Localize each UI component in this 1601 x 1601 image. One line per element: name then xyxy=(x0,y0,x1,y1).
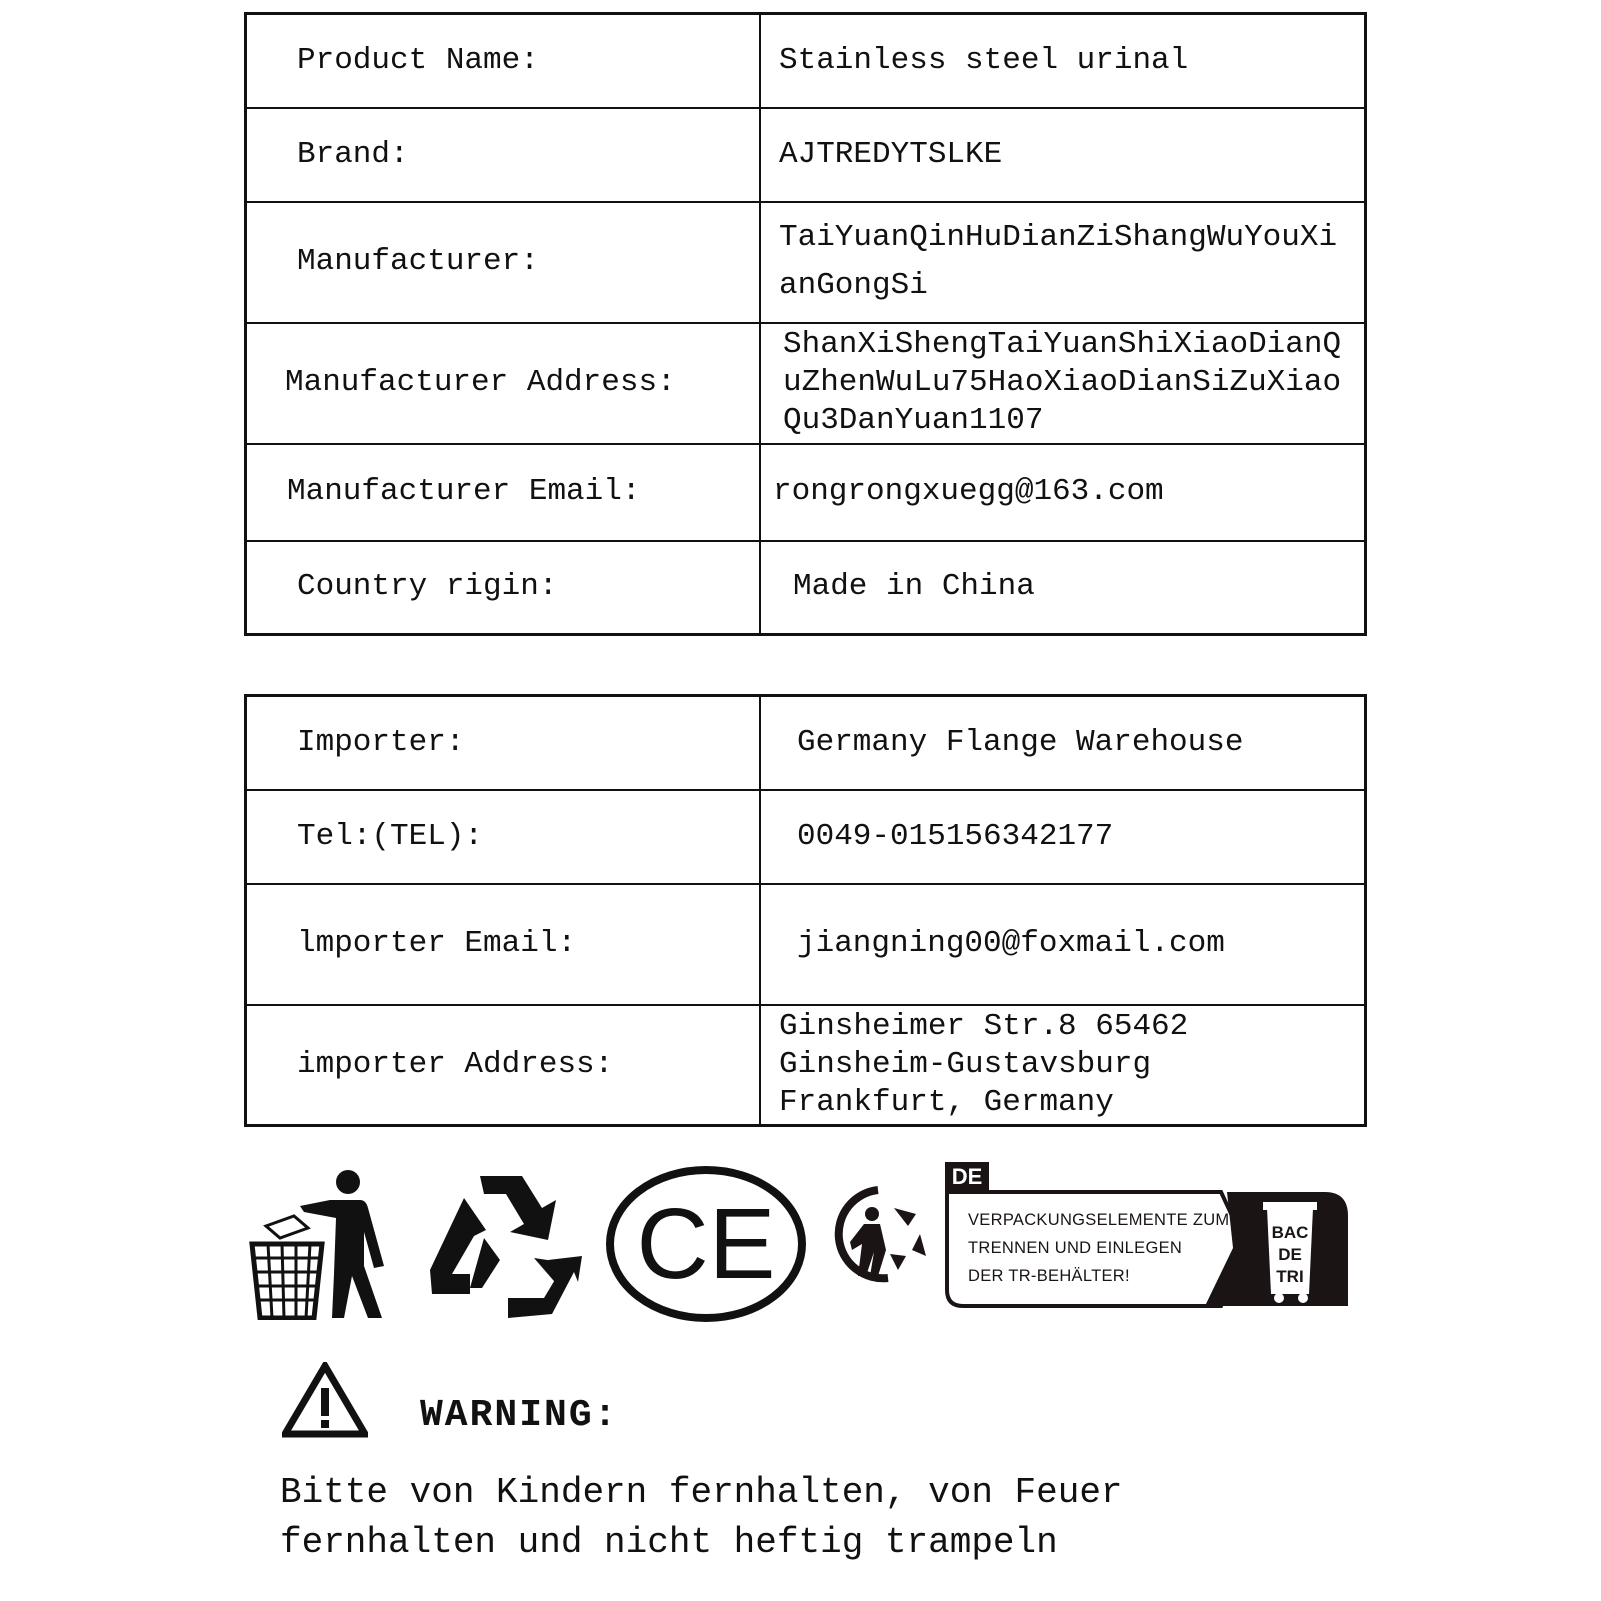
table-row xyxy=(246,1005,1366,1126)
table-row xyxy=(246,202,1366,323)
importer-email-label: lmporter Email: xyxy=(246,884,761,1005)
product-name-value: Stainless steel urinal xyxy=(760,14,1366,108)
country-origin-label: Country rigin: xyxy=(246,541,761,635)
manufacturer-label: Manufacturer: xyxy=(246,202,761,323)
warning-line: Bitte von Kindern fernhalten, von Feuer xyxy=(280,1472,1123,1513)
brand-value: AJTREDYTSLKE xyxy=(760,108,1366,202)
bin-label-1: BAC xyxy=(1271,1223,1309,1242)
de-notice-line: VERPACKUNGSELEMENTE ZUM xyxy=(968,1211,1230,1229)
manufacturer-address-value: ShanXiShengTaiYuanShiXiaoDianQuZhenWuLu75HaoXiaoDianSiZuXiaoQu3DanYuan1107 xyxy=(760,323,1366,444)
importer-address-value: Ginsheimer Str.8 65462 Ginsheim-Gustavsburg Frankfurt, Germany xyxy=(760,1005,1366,1126)
table-row xyxy=(246,108,1366,202)
warning-triangle-icon xyxy=(282,1362,368,1438)
product-name-label: Product Name: xyxy=(246,14,761,108)
de-notice-line: DER TR-BEHÄLTER! xyxy=(968,1267,1130,1285)
table-row xyxy=(246,790,1366,884)
warning-text xyxy=(280,1468,1380,1568)
importer-address-label: importer Address: xyxy=(246,1005,761,1126)
country-origin-value: Made in China xyxy=(760,541,1366,635)
brand-label: Brand: xyxy=(246,108,761,202)
table-row xyxy=(246,541,1366,635)
ce-mark-icon xyxy=(606,1166,806,1322)
manufacturer-value: TaiYuanQinHuDianZiShangWuYouXianGongSi xyxy=(760,202,1366,323)
tel-value: 0049-015156342177 xyxy=(760,790,1366,884)
manufacturer-email-label: Manufacturer Email: xyxy=(246,444,761,541)
tel-label: Tel:(TEL): xyxy=(246,790,761,884)
warning-line: fernhalten und nicht heftig trampeln xyxy=(280,1522,1058,1563)
recycle-icon xyxy=(424,1168,584,1320)
manufacturer-address-label: Manufacturer Address: xyxy=(246,323,761,444)
tidyman-disposal-icon xyxy=(248,1170,388,1320)
product-info-table xyxy=(244,12,1367,636)
warning-title: WARNING: xyxy=(420,1394,619,1437)
bin-label-2: DE xyxy=(1278,1245,1302,1264)
manufacturer-email-value: rongrongxuegg@163.com xyxy=(760,444,1366,541)
importer-email-value: jiangning00@foxmail.com xyxy=(760,884,1366,1005)
table-row xyxy=(246,444,1366,541)
triman-icon xyxy=(828,1184,932,1284)
de-notice-line: TRENNEN UND EINLEGEN xyxy=(968,1239,1183,1257)
importer-value: Germany Flange Warehouse xyxy=(760,696,1366,790)
table-row xyxy=(246,884,1366,1005)
de-country-tag: DE xyxy=(945,1162,989,1192)
bin-label-3: TRI xyxy=(1276,1267,1304,1286)
table-row xyxy=(246,696,1366,790)
importer-info-table xyxy=(244,694,1367,1127)
importer-label: Importer: xyxy=(246,696,761,790)
table-row xyxy=(246,323,1366,444)
de-notice-text xyxy=(968,1206,1248,1290)
table-row xyxy=(246,14,1366,108)
ce-mark-text: CE xyxy=(636,1188,776,1300)
